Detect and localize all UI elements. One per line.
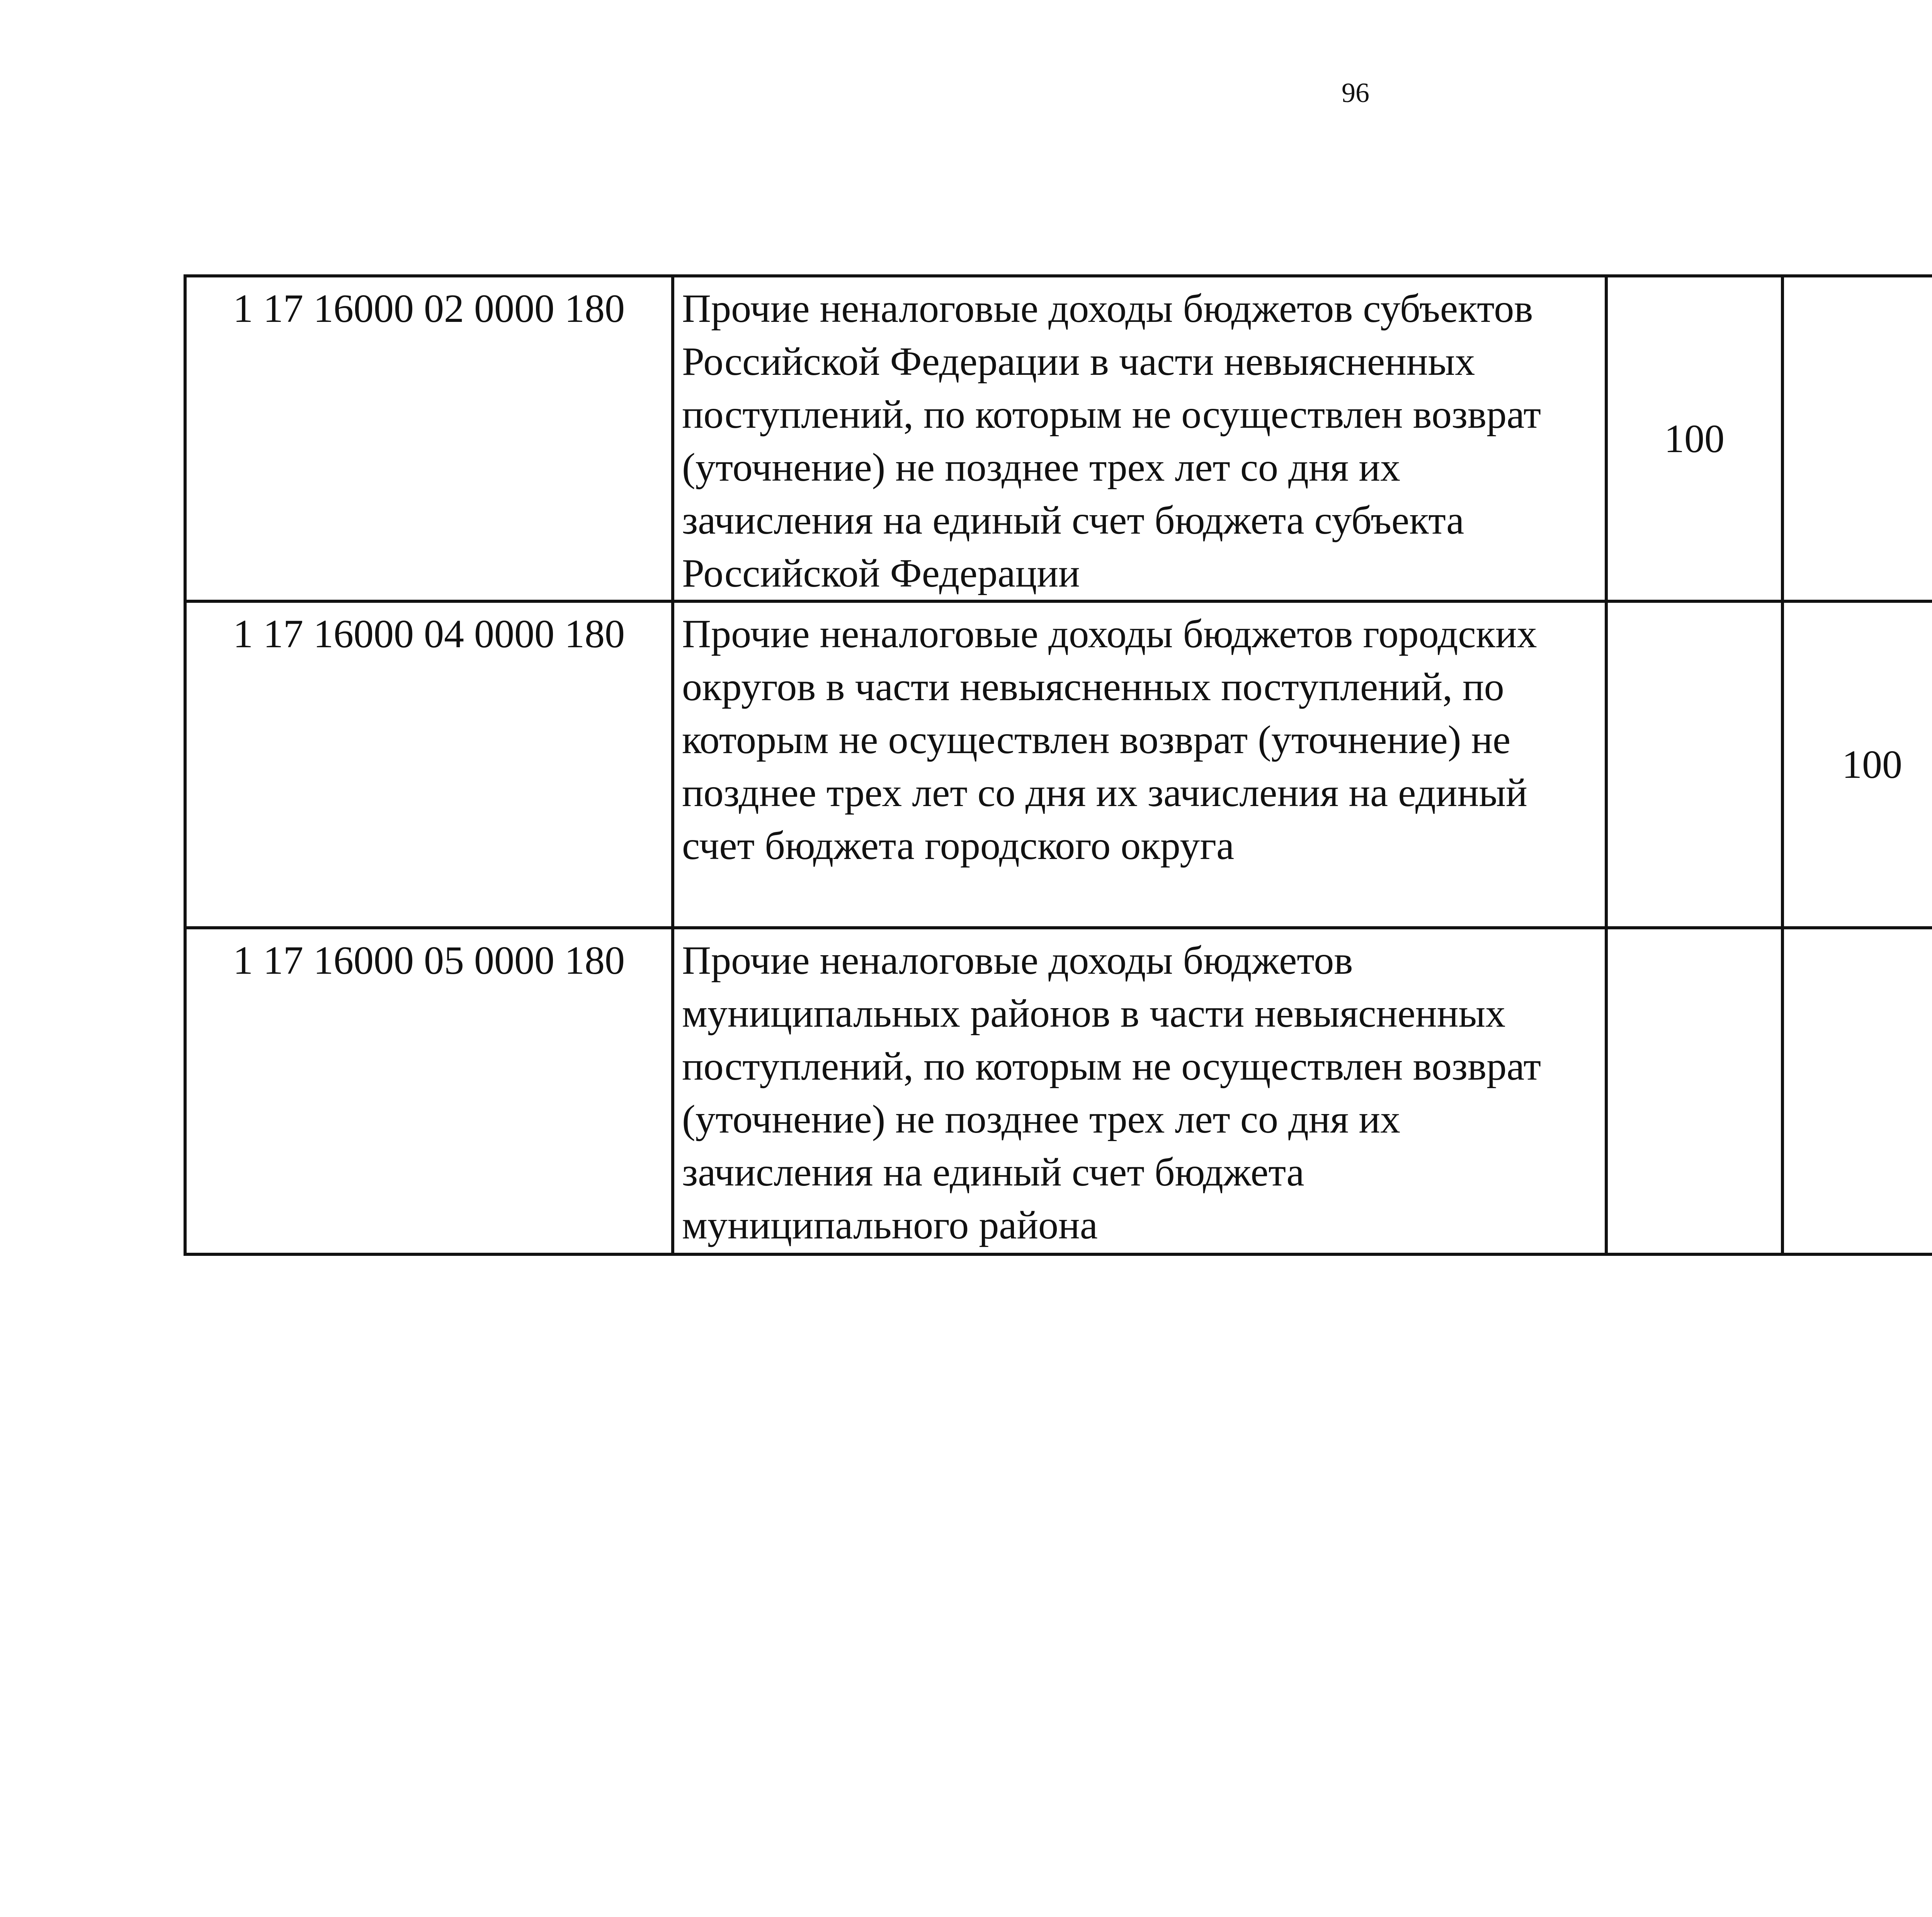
revenue-distribution-table (184, 274, 1932, 1256)
value-cell: 100 (1606, 276, 1782, 601)
value-cell (1782, 928, 1932, 1254)
revenue-code-cell: 1 17 16000 04 0000 180 (185, 601, 673, 928)
value-cell (1782, 276, 1932, 601)
revenue-description-cell: Прочие неналоговые доходы бюджетов субъектов Российской Федерации в части невыясненных поступлений, по которым не осуществлен возврат (уточнение) не позднее трех лет со дня их зачисления на единый счет бюджета субъекта Российской Федерации (673, 276, 1606, 601)
table-row (185, 276, 1932, 601)
revenue-table-container (184, 274, 1932, 1256)
revenue-description-cell: Прочие неналоговые доходы бюджетов городских округов в части невыясненных поступлений, по которым не осуществлен возврат (уточнение) не позднее трех лет со дня их зачисления на единый счет бюджета городского округа (673, 601, 1606, 928)
value-cell (1606, 928, 1782, 1254)
value-cell (1606, 601, 1782, 928)
table-row (185, 928, 1932, 1254)
revenue-description-cell: Прочие неналоговые доходы бюджетов муниципальных районов в части невыясненных поступлений, по которым не осуществлен возврат (уточнение) не позднее трех лет со дня их зачисления на единый счет бюджета муниципального района (673, 928, 1606, 1254)
revenue-code-cell: 1 17 16000 05 0000 180 (185, 928, 673, 1254)
value-cell: 100 (1782, 601, 1932, 928)
table-row (185, 601, 1932, 928)
page-number: 96 (1342, 77, 1369, 108)
revenue-code-cell: 1 17 16000 02 0000 180 (185, 276, 673, 601)
